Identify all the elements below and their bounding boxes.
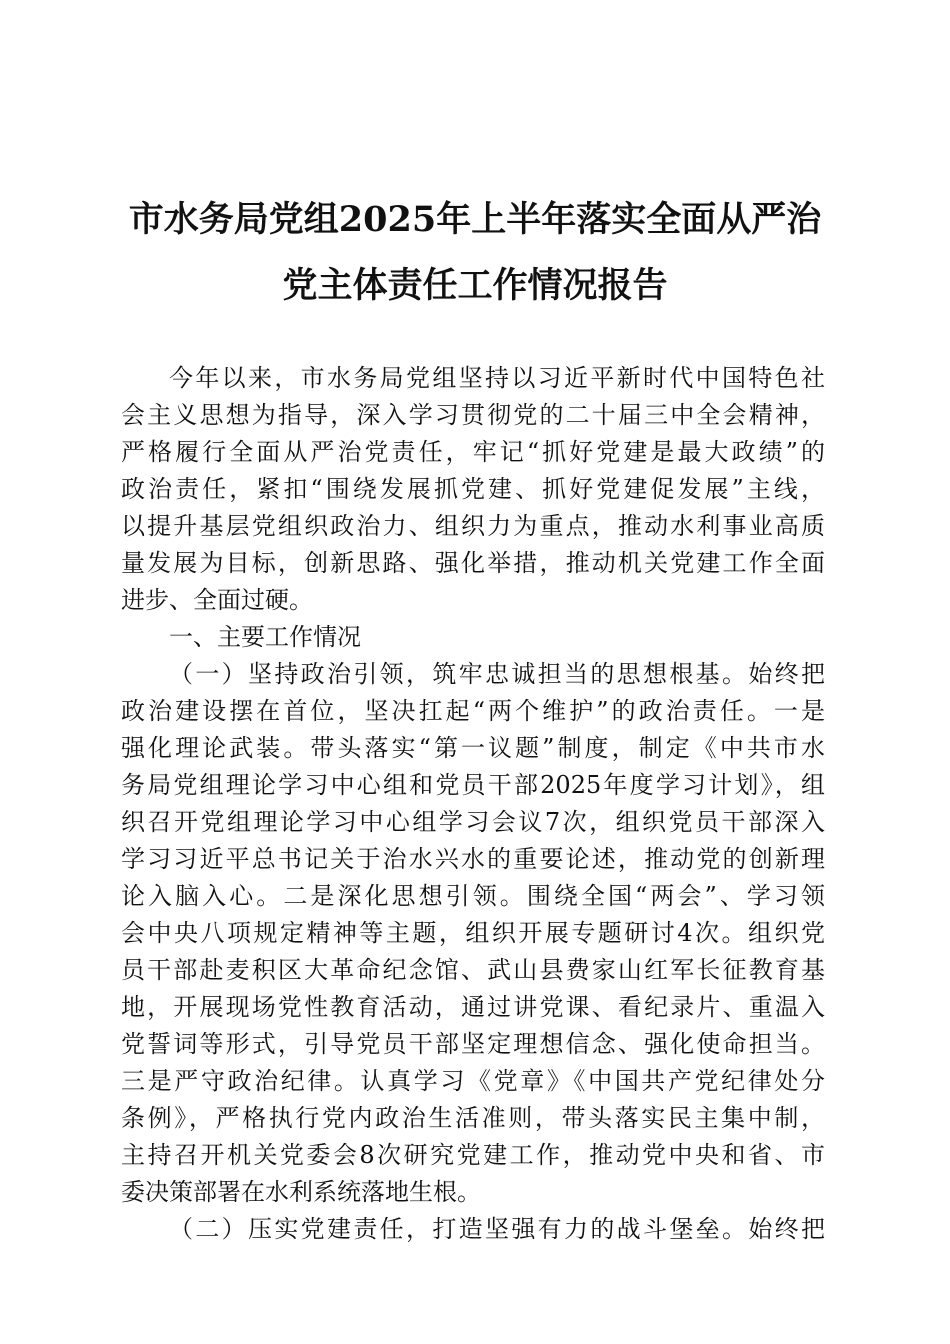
paragraph-line: （二）压实党建责任，打造坚强有力的战斗堡垒。始终把 [169, 1215, 825, 1243]
paragraph-line: 会中央八项规定精神等主题，组织开展专题研讨4次。组织党 [121, 919, 825, 947]
paragraph-line: 量发展为目标，创新思路、强化举措，推动机关党建工作全面 [121, 549, 825, 577]
paragraph-line: 务局党组理论学习中心组和党员干部2025年度学习计划》，组 [121, 771, 825, 799]
paragraph-line: 政治责任，紧扣“围绕发展抓党建、抓好党建促发展”主线， [121, 475, 825, 503]
section-heading: 一、主要工作情况 [169, 623, 361, 651]
paragraph-line: 地，开展现场党性教育活动，通过讲党课、看纪录片、重温入 [121, 993, 825, 1021]
paragraph-line: 以提升基层党组织政治力、组织力为重点，推动水利事业高质 [121, 512, 825, 540]
paragraph-line: 论入脑入心。二是深化思想引领。围绕全国“两会”、学习领 [121, 882, 825, 910]
paragraph-line: 主持召开机关党委会8次研究党建工作，推动党中央和省、市 [121, 1141, 825, 1169]
paragraph-line: 织召开党组理论学习中心组学习会议7次，组织党员干部深入 [121, 808, 825, 836]
paragraph-line: 政治建设摆在首位，坚决扛起“两个维护”的政治责任。一是 [121, 697, 825, 725]
paragraph-line: 进步、全面过硬。 [121, 586, 313, 614]
document-title-line-2: 党主体责任工作情况报告 [282, 265, 668, 306]
paragraph-line: 委决策部署在水利系统落地生根。 [121, 1178, 481, 1206]
document-title-line-1: 市水务局党组2025年上半年落实全面从严治 [128, 199, 822, 240]
paragraph-line: 会主义思想为指导，深入学习贯彻党的二十届三中全会精神， [121, 401, 825, 429]
paragraph-line: 条例》，严格执行党内政治生活准则，带头落实民主集中制， [121, 1104, 825, 1132]
paragraph-line: 严格履行全面从严治党责任，牢记“抓好党建是最大政绩”的 [121, 438, 825, 466]
paragraph-line: 党誓词等形式，引导党员干部坚定理想信念、强化使命担当。 [121, 1030, 825, 1058]
paragraph-line: （一）坚持政治引领，筑牢忠诚担当的思想根基。始终把 [169, 660, 825, 688]
paragraph-line: 学习习近平总书记关于治水兴水的重要论述，推动党的创新理 [121, 845, 825, 873]
paragraph-line: 三是严守政治纪律。认真学习《党章》《中国共产党纪律处分 [121, 1067, 825, 1095]
paragraph-line: 员干部赴麦积区大革命纪念馆、武山县费家山红军长征教育基 [121, 956, 825, 984]
document-body [121, 360, 825, 1248]
paragraph-line: 今年以来，市水务局党组坚持以习近平新时代中国特色社 [169, 364, 825, 392]
paragraph-line: 强化理论武装。带头落实“第一议题”制度，制定《中共市水 [121, 734, 825, 762]
